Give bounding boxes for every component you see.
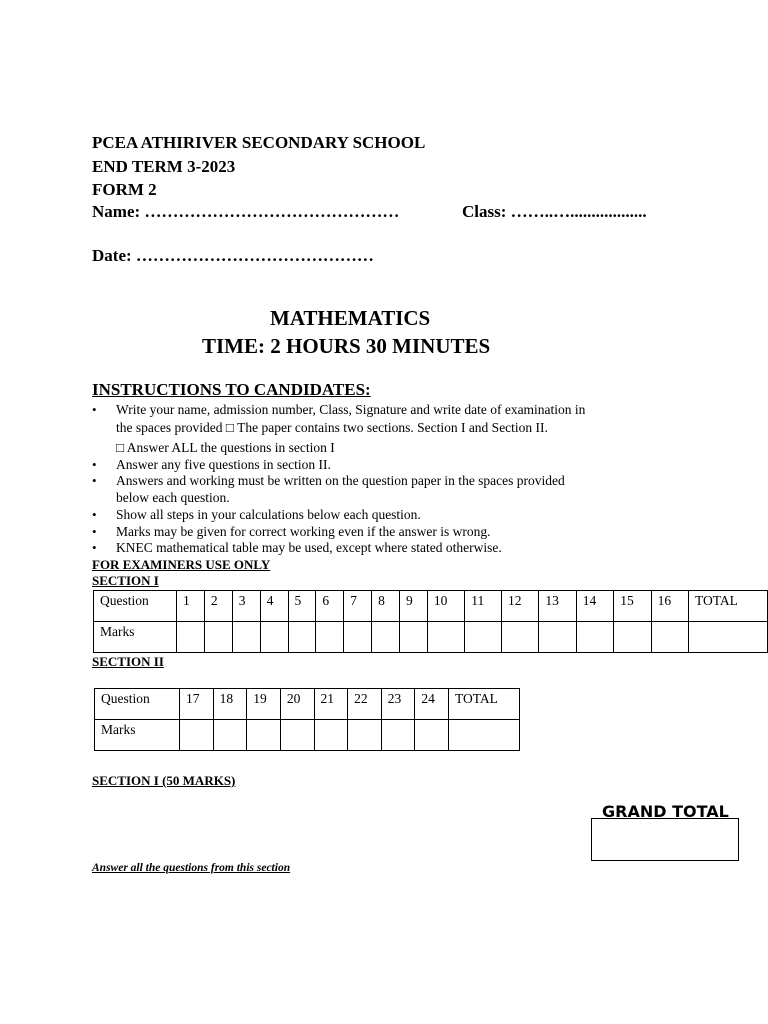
grand-total-label: GRAND TOTAL	[602, 802, 729, 821]
table-cell: 12	[501, 591, 538, 622]
marks-cell[interactable]	[449, 720, 520, 751]
table-cell: 2	[204, 591, 232, 622]
bullet: •	[92, 524, 97, 539]
section-2-table	[94, 688, 520, 751]
bullet: •	[92, 507, 97, 522]
instruction-line-1: Write your name, admission number, Class, Signature and write date of examination in	[116, 402, 586, 417]
bullet: •	[92, 457, 97, 472]
instructions-heading: INSTRUCTIONS TO CANDIDATES:	[92, 380, 371, 399]
table-cell: 6	[316, 591, 344, 622]
marks-cell[interactable]	[213, 720, 247, 751]
table-cell: 24	[415, 689, 449, 720]
instruction-line-3: Answer any five questions in section II.	[116, 457, 331, 472]
table-cell: 13	[539, 591, 576, 622]
marks-cell[interactable]	[614, 622, 651, 653]
name-field[interactable]: Name: ………………………………………	[92, 202, 400, 221]
table-cell: 7	[344, 591, 372, 622]
marks-label: Marks	[95, 720, 180, 751]
table-cell: 1	[177, 591, 205, 622]
instruction-line-1b: the spaces provided □ The paper contains two sections. Section I and Section II.	[116, 420, 548, 435]
table-cell: TOTAL	[449, 689, 520, 720]
table-cell: 11	[465, 591, 502, 622]
marks-cell[interactable]	[539, 622, 576, 653]
date-field[interactable]: Date: ……………………………………	[92, 246, 374, 265]
bullet: •	[92, 540, 97, 555]
table-cell: 15	[614, 591, 651, 622]
marks-cell[interactable]	[465, 622, 502, 653]
marks-cell[interactable]	[501, 622, 538, 653]
marks-cell[interactable]	[280, 720, 314, 751]
table-cell: 16	[651, 591, 688, 622]
marks-cell[interactable]	[372, 622, 400, 653]
table-cell: 22	[348, 689, 382, 720]
marks-cell[interactable]	[314, 720, 348, 751]
table-row	[95, 689, 520, 720]
marks-cell[interactable]	[204, 622, 232, 653]
instruction-line-4b: below each question.	[116, 490, 230, 505]
grand-total-box[interactable]	[591, 818, 739, 861]
marks-cell[interactable]	[316, 622, 344, 653]
instruction-line-2: □ Answer ALL the questions in section I	[116, 440, 335, 455]
instruction-line-5: Show all steps in your calculations below each question.	[116, 507, 421, 522]
table-row	[95, 720, 520, 751]
section-2-label: SECTION II	[92, 654, 164, 669]
marks-cell[interactable]	[381, 720, 415, 751]
table-row	[94, 622, 768, 653]
answer-all-note: Answer all the questions from this section	[92, 862, 291, 874]
marks-cell[interactable]	[288, 622, 316, 653]
marks-cell[interactable]	[232, 622, 260, 653]
bullet: •	[92, 473, 97, 488]
subject-title: MATHEMATICS	[270, 306, 431, 330]
table-cell: 5	[288, 591, 316, 622]
marks-cell[interactable]	[651, 622, 688, 653]
section-1-marks-label: SECTION I (50 MARKS)	[92, 773, 236, 788]
class-field[interactable]: Class: ……..…..................	[462, 202, 647, 221]
instruction-line-4a: Answers and working must be written on the question paper in the spaces provided	[116, 473, 565, 488]
marks-cell[interactable]	[689, 622, 768, 653]
marks-cell[interactable]	[260, 622, 288, 653]
marks-cell[interactable]	[400, 622, 428, 653]
instruction-line-7: KNEC mathematical table may be used, except where stated otherwise.	[116, 540, 502, 555]
marks-label: Marks	[94, 622, 177, 653]
table-cell: 17	[180, 689, 214, 720]
form-label: FORM 2	[92, 180, 157, 199]
marks-cell[interactable]	[180, 720, 214, 751]
table-cell: 20	[280, 689, 314, 720]
school-name: PCEA ATHIRIVER SECONDARY SCHOOL	[92, 133, 426, 152]
marks-cell[interactable]	[344, 622, 372, 653]
table-cell: 19	[247, 689, 281, 720]
marks-cell[interactable]	[348, 720, 382, 751]
instruction-line-6: Marks may be given for correct working even if the answer is wrong.	[116, 524, 491, 539]
table-cell: Question	[95, 689, 180, 720]
table-cell: 21	[314, 689, 348, 720]
table-cell: 4	[260, 591, 288, 622]
marks-cell[interactable]	[427, 622, 464, 653]
marks-cell[interactable]	[177, 622, 205, 653]
table-cell: 18	[213, 689, 247, 720]
table-cell: 3	[232, 591, 260, 622]
marks-cell[interactable]	[576, 622, 613, 653]
bullet: •	[92, 402, 97, 417]
table-cell: TOTAL	[689, 591, 768, 622]
table-cell: 10	[427, 591, 464, 622]
table-cell: 14	[576, 591, 613, 622]
section-1-label: SECTION I	[92, 573, 159, 588]
examiners-heading: FOR EXAMINERS USE ONLY	[92, 557, 271, 572]
table-cell: 23	[381, 689, 415, 720]
marks-cell[interactable]	[247, 720, 281, 751]
table-cell: Question	[94, 591, 177, 622]
table-cell: 9	[400, 591, 428, 622]
term-label: END TERM 3-2023	[92, 157, 236, 176]
marks-cell[interactable]	[415, 720, 449, 751]
table-cell: 8	[372, 591, 400, 622]
table-row	[94, 591, 768, 622]
section-1-table	[93, 590, 768, 653]
time-title: TIME: 2 HOURS 30 MINUTES	[202, 334, 491, 358]
